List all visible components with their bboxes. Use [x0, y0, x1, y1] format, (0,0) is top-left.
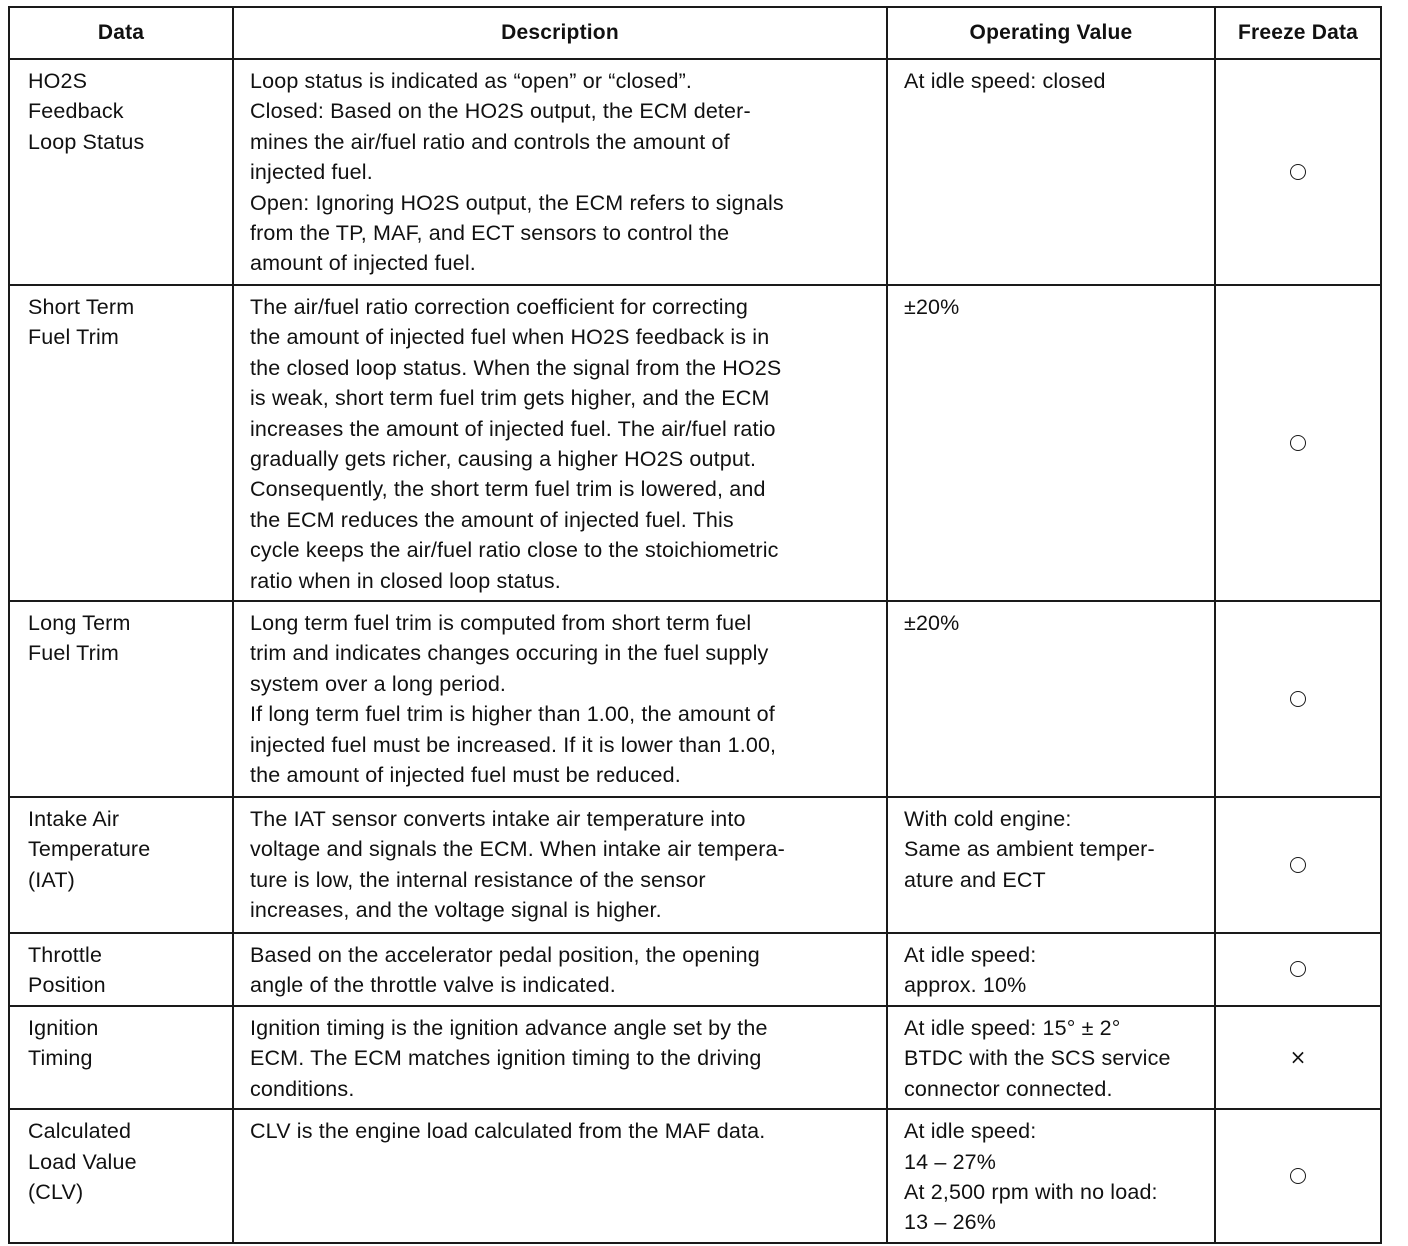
cell-data [9, 933, 233, 1006]
description-text: Loop status is indicated as “open” or “closed”. Closed: Based on the HO2S output, the ECM deter- mines the air/fuel ratio and controls the amount of injected fuel. Open: Ignoring HO2S output, the ECM refers to signals from the TP, MAF, and ECT sensors to control the amount of injected fuel. [250, 69, 784, 276]
data-label: Throttle Position [28, 943, 106, 998]
table-row [9, 797, 1381, 933]
freeze-mark [1290, 961, 1306, 977]
table-row [9, 933, 1381, 1006]
cell-description [233, 285, 887, 601]
freeze-mark [1290, 857, 1306, 873]
table-row [9, 59, 1381, 285]
operating-value-text: ±20% [904, 295, 960, 319]
operating-value-text: With cold engine: Same as ambient temper- ature and ECT [904, 807, 1155, 892]
description-text: Long term fuel trim is computed from short term fuel trim and indicates changes occuring in the fuel supply system over a long period. If long term fuel trim is higher than 1.00, the amount of injected fuel must be increased. If it is lower than 1.00, the amount of injected fuel must be reduced. [250, 611, 777, 788]
freeze-mark [1290, 435, 1306, 451]
data-table [8, 6, 1382, 1244]
freeze-mark [1290, 164, 1306, 180]
header-freeze-data: Freeze Data [1215, 7, 1381, 59]
cell-operating-value [887, 285, 1215, 601]
description-text: The IAT sensor converts intake air temperature into voltage and signals the ECM. When intake air tempera- ture is low, the internal resistance of the sensor increases, and the voltage signal is higher. [250, 807, 785, 923]
cell-description [233, 1006, 887, 1109]
data-label: Intake Air Temperature (IAT) [28, 807, 151, 892]
cell-operating-value [887, 797, 1215, 933]
header-data: Data [9, 7, 233, 59]
description-text: Ignition timing is the ignition advance angle set by the ECM. The ECM matches ignition timing to the driving conditions. [250, 1015, 768, 1101]
cell-data [9, 285, 233, 601]
cell-operating-value [887, 59, 1215, 285]
data-label: Short Term Fuel Trim [28, 295, 135, 350]
description-text: The air/fuel ratio correction coefficient for correcting the amount of injected fuel when HO2S feedback is in the closed loop status. When the signal from the HO2S is weak, short term fuel trim gets higher, and the ECM increases the amount of injected fuel. The air/fuel ratio gradually gets richer, causing a higher HO2S output. Consequently, the short term fuel trim is lowered, and the ECM reduces the amount of injected fuel. This cycle keeps the air/fuel ratio close to the stoichiometric ratio when in closed loop status. [250, 295, 782, 593]
table-row [9, 1109, 1381, 1243]
data-label: HO2S Feedback Loop Status [28, 69, 145, 154]
header-row [9, 7, 1381, 59]
cell-freeze-data [1215, 285, 1381, 601]
data-label: Ignition Timing [28, 1015, 99, 1071]
operating-value-text: At idle speed: approx. 10% [904, 943, 1037, 998]
cell-description [233, 797, 887, 933]
cell-freeze-data [1215, 933, 1381, 1006]
table-row [9, 1006, 1381, 1109]
cell-operating-value [887, 601, 1215, 797]
cell-data [9, 1006, 233, 1109]
cell-data [9, 797, 233, 933]
data-label: Long Term Fuel Trim [28, 611, 131, 666]
freeze-mark [1290, 1168, 1306, 1184]
cell-operating-value [887, 1006, 1215, 1109]
cell-operating-value [887, 1109, 1215, 1243]
cell-description [233, 59, 887, 285]
operating-value-text: At idle speed: 14 – 27% At 2,500 rpm with no load: 13 – 26% [904, 1119, 1158, 1235]
table-row [9, 285, 1381, 601]
header-operating-value: Operating Value [887, 7, 1215, 59]
freeze-mark: × [1289, 1044, 1307, 1069]
cell-data [9, 1109, 233, 1243]
table-row [9, 601, 1381, 797]
operating-value-text: At idle speed: closed [904, 69, 1106, 93]
operating-value-text: At idle speed: 15° ± 2° BTDC with the SCS service connector connected. [904, 1015, 1171, 1101]
cell-description [233, 1109, 887, 1243]
cell-data [9, 59, 233, 285]
cell-description [233, 933, 887, 1006]
description-text: Based on the accelerator pedal position, the opening angle of the throttle valve is indicated. [250, 943, 760, 998]
description-text: CLV is the engine load calculated from the MAF data. [250, 1119, 766, 1144]
cell-freeze-data [1215, 1006, 1381, 1109]
cell-operating-value [887, 933, 1215, 1006]
freeze-mark [1290, 691, 1306, 707]
cell-description [233, 601, 887, 797]
header-description: Description [233, 7, 887, 59]
cell-freeze-data [1215, 797, 1381, 933]
cell-freeze-data [1215, 1109, 1381, 1243]
operating-value-text: ±20% [904, 611, 960, 636]
cell-freeze-data [1215, 59, 1381, 285]
cell-data [9, 601, 233, 797]
data-table-sheet [8, 6, 1382, 1244]
cell-freeze-data [1215, 601, 1381, 797]
data-label: Calculated Load Value (CLV) [28, 1119, 137, 1204]
